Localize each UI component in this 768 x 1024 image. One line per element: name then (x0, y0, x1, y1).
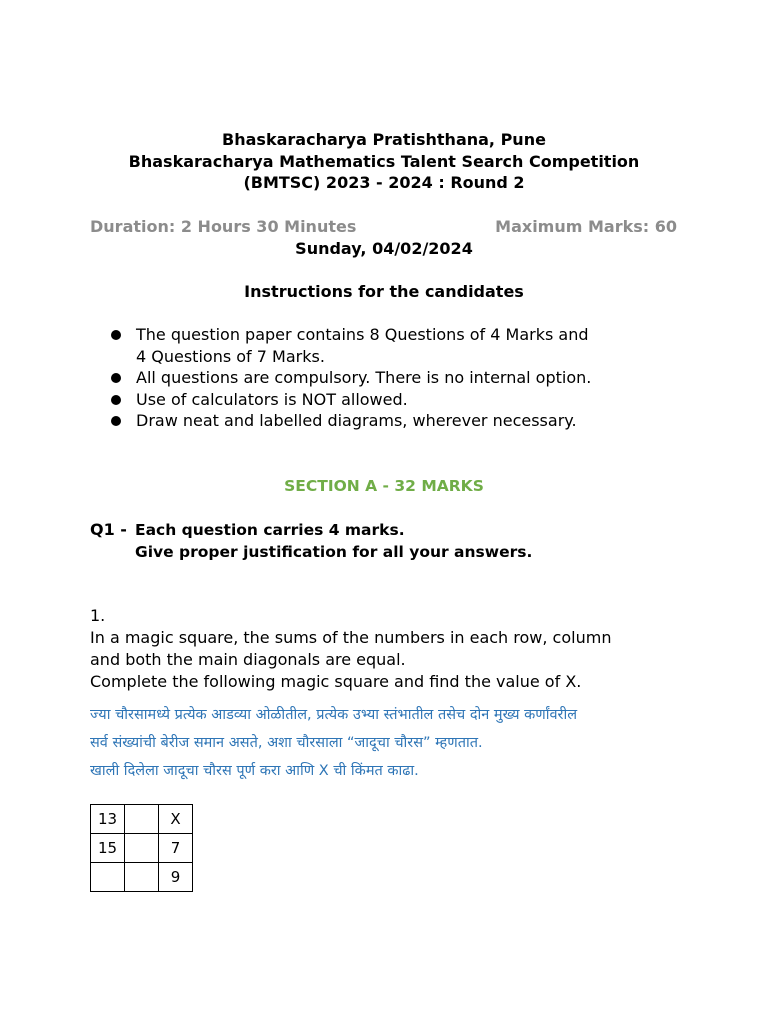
magic-square-grid (90, 804, 193, 892)
header-competition: Bhaskaracharya Mathematics Talent Search Competition (128, 152, 640, 171)
bullet-icon (111, 330, 121, 340)
grid-cell (125, 863, 159, 892)
question-label: Q1 - (90, 520, 127, 539)
grid-cell: 7 (159, 834, 193, 863)
instruction-text: All questions are compulsory. There is no internal option. (136, 368, 592, 387)
problem-marathi-line: खाली दिलेला जादूचा चौरस पूर्ण करा आणि X ची किंमत काढा. (90, 763, 419, 779)
exam-date: Sunday, 04/02/2024 (295, 239, 473, 258)
grid-cell: 9 (159, 863, 193, 892)
question-instructions (135, 519, 532, 563)
problem-marathi-line: ज्या चौरसामध्ये प्रत्येक आडव्या ओळीतील, प्रत्येक उभ्या स्तंभातील तसेच दोन मुख्य कर्णांवरील (90, 707, 578, 723)
grid-cell: X (159, 805, 193, 834)
instruction-item (108, 367, 628, 389)
grid-cell (91, 863, 125, 892)
grid-row (91, 863, 193, 892)
instruction-text: The question paper contains 8 Questions of 4 Marks and (136, 325, 589, 344)
exam-duration: Duration: 2 Hours 30 Minutes (90, 217, 357, 236)
bullet-icon (111, 416, 121, 426)
question-instruction-line: Each question carries 4 marks. (135, 521, 405, 539)
problem-text-line: and both the main diagonals are equal. (90, 650, 406, 669)
grid-cell: 13 (91, 805, 125, 834)
problem-number: 1. (90, 606, 106, 625)
bullet-icon (111, 373, 121, 383)
grid-cell: 15 (91, 834, 125, 863)
bullet-icon (111, 395, 121, 405)
header-round: (BMTSC) 2023 - 2024 : Round 2 (243, 173, 525, 192)
problem-text-line: In a magic square, the sums of the numbers in each row, column (90, 628, 612, 647)
instruction-item (108, 389, 628, 411)
grid-row (91, 834, 193, 863)
grid-row (91, 805, 193, 834)
question-instruction-line: Give proper justification for all your answers. (135, 543, 533, 561)
instructions-title: Instructions for the candidates (244, 282, 524, 301)
exam-max-marks: Maximum Marks: 60 (495, 217, 677, 236)
problem-text-line: Complete the following magic square and find the value of X. (90, 672, 582, 691)
header-institution: Bhaskaracharya Pratishthana, Pune (222, 130, 546, 149)
problem-marathi-line: सर्व संख्यांची बेरीज समान असते, अशा चौरसाला “जादूचा चौरस” म्हणतात. (90, 735, 483, 751)
instructions-list (108, 324, 628, 432)
instruction-text: Use of calculators is NOT allowed. (136, 389, 408, 409)
instruction-item (108, 410, 628, 432)
grid-cell (125, 805, 159, 834)
section-a-title: SECTION A - 32 MARKS (284, 477, 484, 495)
instruction-item (108, 324, 628, 367)
grid-cell (125, 834, 159, 863)
instruction-text: 4 Questions of 7 Marks. (136, 346, 325, 366)
instruction-text: Draw neat and labelled diagrams, wherever necessary. (136, 411, 577, 430)
